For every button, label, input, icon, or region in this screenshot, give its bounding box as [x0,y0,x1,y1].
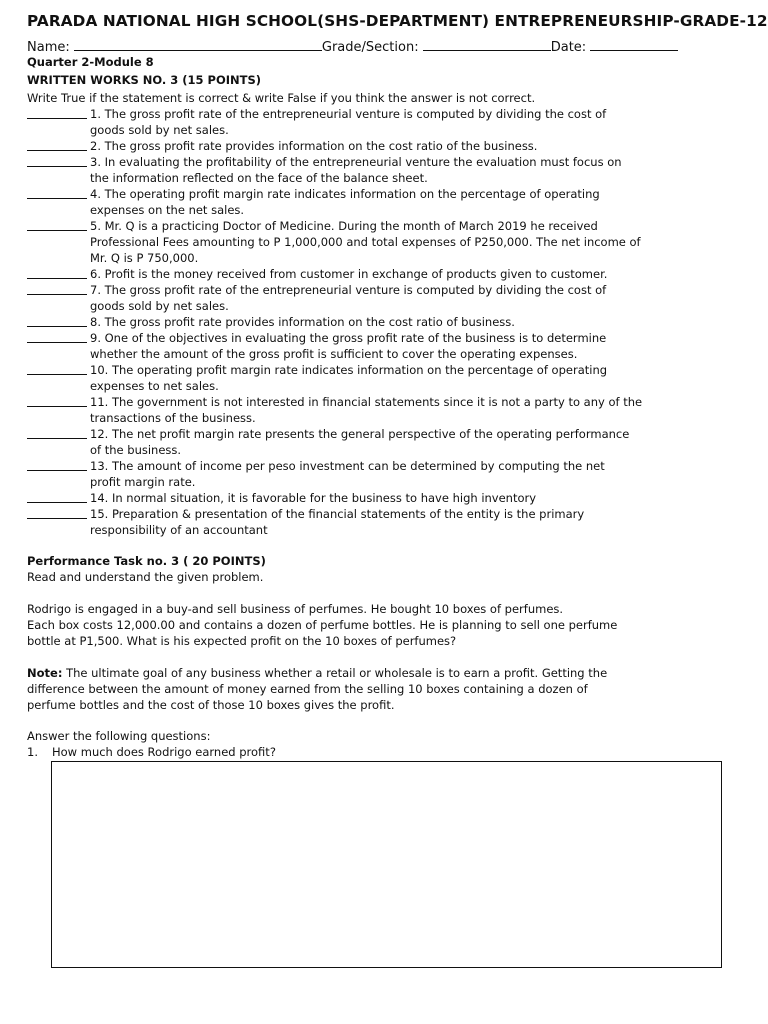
answer-blank[interactable] [27,426,87,439]
true-false-item [27,394,727,426]
answer-blank[interactable] [27,458,87,471]
answer-blank[interactable] [27,362,87,375]
note-paragraph [27,665,737,713]
true-false-item [27,218,727,266]
true-false-item [27,458,727,490]
true-false-item [27,490,727,506]
true-false-item [27,282,727,314]
performance-task-heading: Performance Task no. 3 ( 20 POINTS) [27,554,266,568]
question-1 [27,745,276,759]
name-blank[interactable] [74,39,322,51]
item-statement: 13. The amount of income per peso investment can be determined by computing the net profit margin rate. [90,459,605,489]
grade-section-blank[interactable] [423,39,551,51]
item-statement: 15. Preparation & presentation of the financial statements of the entity is the primary responsibility of an accountant [90,507,585,537]
answer-blank[interactable] [27,106,87,119]
item-statement: 12. The net profit margin rate presents the general perspective of the operating performance of the business. [90,427,630,457]
answer-blank[interactable] [27,154,87,167]
item-statement: 1. The gross profit rate of the entrepreneurial venture is computed by dividing the cost of goods sold by net sales. [90,107,607,137]
true-false-item [27,186,727,218]
answer-blank[interactable] [27,314,87,327]
performance-task-instruction: Read and understand the given problem. [27,570,264,584]
true-false-items [27,106,727,538]
true-false-item [27,330,727,362]
item-statement: 4. The operating profit margin rate indicates information on the percentage of operating expenses on the net sales. [90,187,600,217]
answer-intro: Answer the following questions: [27,729,211,743]
true-false-item [27,138,727,154]
question-number: 1. [27,745,38,759]
answer-blank[interactable] [27,138,87,151]
answer-blank[interactable] [27,506,87,519]
true-false-item [27,154,727,186]
name-label: Name: [27,40,70,55]
true-false-item [27,314,727,330]
instructions: Write True if the statement is correct & write False if you think the answer is not correct. [27,91,536,105]
page-title: PARADA NATIONAL HIGH SCHOOL(SHS-DEPARTMENT) ENTREPRENEURSHIP-GRADE-12 [27,12,768,30]
true-false-item [27,106,727,138]
problem-statement: Rodrigo is engaged in a buy-and sell business of perfumes. He bought 10 boxes of perfumes. Each box costs 12,000.00 and contains a dozen of perfume bottles. He is planning to sell one perfume bottle at P1,500. What is his expected profit on the 10 boxes of perfumes? [27,602,618,648]
student-info-line [27,39,747,55]
grade-section-label: Grade/Section: [321,40,419,55]
item-statement: 5. Mr. Q is a practicing Doctor of Medicine. During the month of March 2019 he received Professional Fees amounting to P 1,000,000 and total expenses of P250,000. The net income of Mr. Q is P 750,000. [90,219,641,265]
item-statement: 3. In evaluating the profitability of the entrepreneurial venture the evaluation must focus on the information reflected on the face of the balance sheet. [90,155,622,185]
written-works-heading: WRITTEN WORKS NO. 3 (15 POINTS) [27,73,262,87]
date-blank[interactable] [590,39,678,51]
item-statement: 2. The gross profit rate provides information on the cost ratio of the business. [90,139,538,153]
note-text: The ultimate goal of any business whether a retail or wholesale is to earn a profit. Getting the difference between the amount of money earned from the selling 10 boxes containing a dozen of perfume bottles and the cost of those 10 boxes gives the profit. [27,666,608,712]
item-statement: 7. The gross profit rate of the entrepreneurial venture is computed by dividing the cost of goods sold by net sales. [90,283,607,313]
answer-box[interactable] [51,761,722,968]
true-false-item [27,506,727,538]
question-text: How much does Rodrigo earned profit? [52,745,276,759]
true-false-item [27,266,727,282]
answer-blank[interactable] [27,186,87,199]
answer-blank[interactable] [27,218,87,231]
item-statement: 10. The operating profit margin rate indicates information on the percentage of operating expenses to net sales. [90,363,608,393]
answer-blank[interactable] [27,394,87,407]
true-false-item [27,426,727,458]
answer-blank[interactable] [27,330,87,343]
answer-blank[interactable] [27,490,87,503]
answer-blank[interactable] [27,282,87,295]
item-statement: 11. The government is not interested in financial statements since it is not a party to any of the transactions of the business. [90,395,643,425]
date-label: Date: [550,40,587,55]
true-false-item [27,362,727,394]
item-statement: 14. In normal situation, it is favorable for the business to have high inventory [90,491,537,505]
quarter-module: Quarter 2-Module 8 [27,55,154,69]
answer-blank[interactable] [27,266,87,279]
note-label: Note: [27,666,63,680]
item-statement: 9. One of the objectives in evaluating the gross profit rate of the business is to determine whether the amount of the gross profit is sufficient to cover the operating expenses. [90,331,607,361]
item-statement: 6. Profit is the money received from customer in exchange of products given to customer. [90,267,608,281]
item-statement: 8. The gross profit rate provides information on the cost ratio of business. [90,315,515,329]
